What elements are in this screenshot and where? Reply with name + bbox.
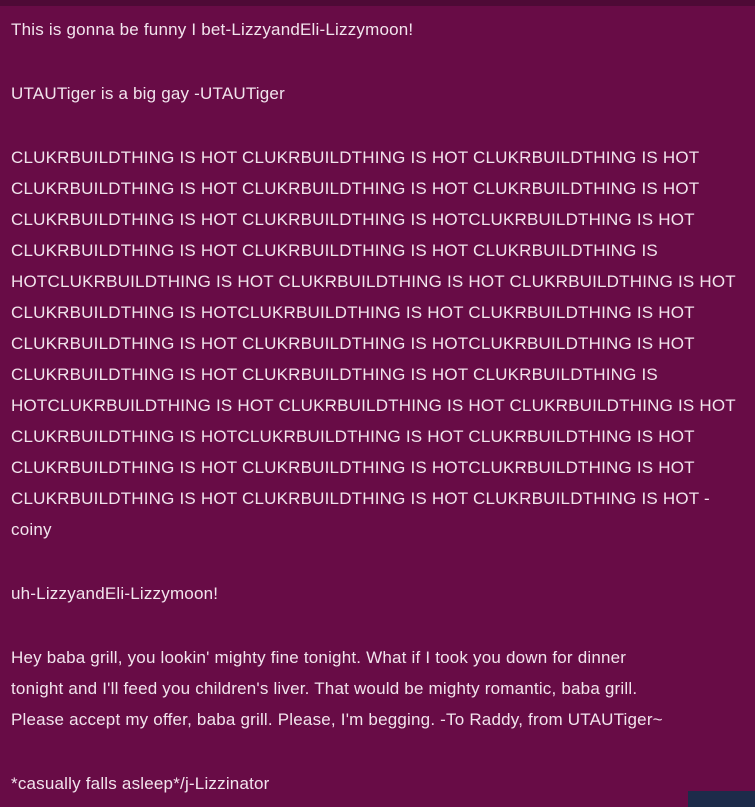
- text-line: CLUKRBUILDTHING IS HOTCLUKRBUILDTHING IS HOT CLUKRBUILDTHING IS HOT: [11, 303, 695, 322]
- paragraph: [11, 142, 755, 545]
- paragraph: [11, 78, 755, 109]
- text-line: This is gonna be funny I bet-LizzyandEli-Lizzymoon!: [11, 20, 414, 39]
- text-line: CLUKRBUILDTHING IS HOTCLUKRBUILDTHING IS HOT CLUKRBUILDTHING IS HOT: [11, 427, 695, 446]
- paragraph: [11, 14, 755, 45]
- top-edge-strip: [0, 0, 755, 6]
- text-line: CLUKRBUILDTHING IS HOT CLUKRBUILDTHING IS HOT CLUKRBUILDTHING IS: [11, 241, 658, 260]
- text-line: UTAUTiger is a big gay -UTAUTiger: [11, 84, 285, 103]
- text-line: HOTCLUKRBUILDTHING IS HOT CLUKRBUILDTHING IS HOT CLUKRBUILDTHING IS HOT: [11, 272, 736, 291]
- text-line: Hey baba grill, you lookin' mighty fine tonight. What if I took you down for dinner: [11, 648, 627, 667]
- text-line: CLUKRBUILDTHING IS HOT CLUKRBUILDTHING IS HOT CLUKRBUILDTHING IS HOT: [11, 179, 700, 198]
- text-line: CLUKRBUILDTHING IS HOT CLUKRBUILDTHING IS HOTCLUKRBUILDTHING IS HOT: [11, 458, 695, 477]
- text-line: Please accept my offer, baba grill. Please, I'm begging. -To Raddy, from UTAUTiger~: [11, 710, 663, 729]
- paragraph: [11, 768, 755, 799]
- text-line: CLUKRBUILDTHING IS HOT CLUKRBUILDTHING IS HOT CLUKRBUILDTHING IS HOT -: [11, 489, 710, 508]
- text-line: CLUKRBUILDTHING IS HOT CLUKRBUILDTHING IS HOT CLUKRBUILDTHING IS HOT: [11, 148, 700, 167]
- text-line: coiny: [11, 520, 52, 539]
- text-line: CLUKRBUILDTHING IS HOT CLUKRBUILDTHING IS HOT CLUKRBUILDTHING IS: [11, 365, 658, 384]
- text-line: tonight and I'll feed you children's liver. That would be mighty romantic, baba grill.: [11, 679, 638, 698]
- paragraph: [11, 642, 755, 735]
- text-line: HOTCLUKRBUILDTHING IS HOT CLUKRBUILDTHING IS HOT CLUKRBUILDTHING IS HOT: [11, 396, 736, 415]
- paragraph: [11, 578, 755, 609]
- text-line: CLUKRBUILDTHING IS HOT CLUKRBUILDTHING IS HOTCLUKRBUILDTHING IS HOT: [11, 334, 695, 353]
- text-line: *casually falls asleep*/j-Lizzinator: [11, 774, 270, 793]
- bottom-right-corner-box: [688, 791, 755, 807]
- post-content: [11, 14, 755, 807]
- text-line: uh-LizzyandEli-Lizzymoon!: [11, 584, 219, 603]
- text-line: CLUKRBUILDTHING IS HOT CLUKRBUILDTHING IS HOTCLUKRBUILDTHING IS HOT: [11, 210, 695, 229]
